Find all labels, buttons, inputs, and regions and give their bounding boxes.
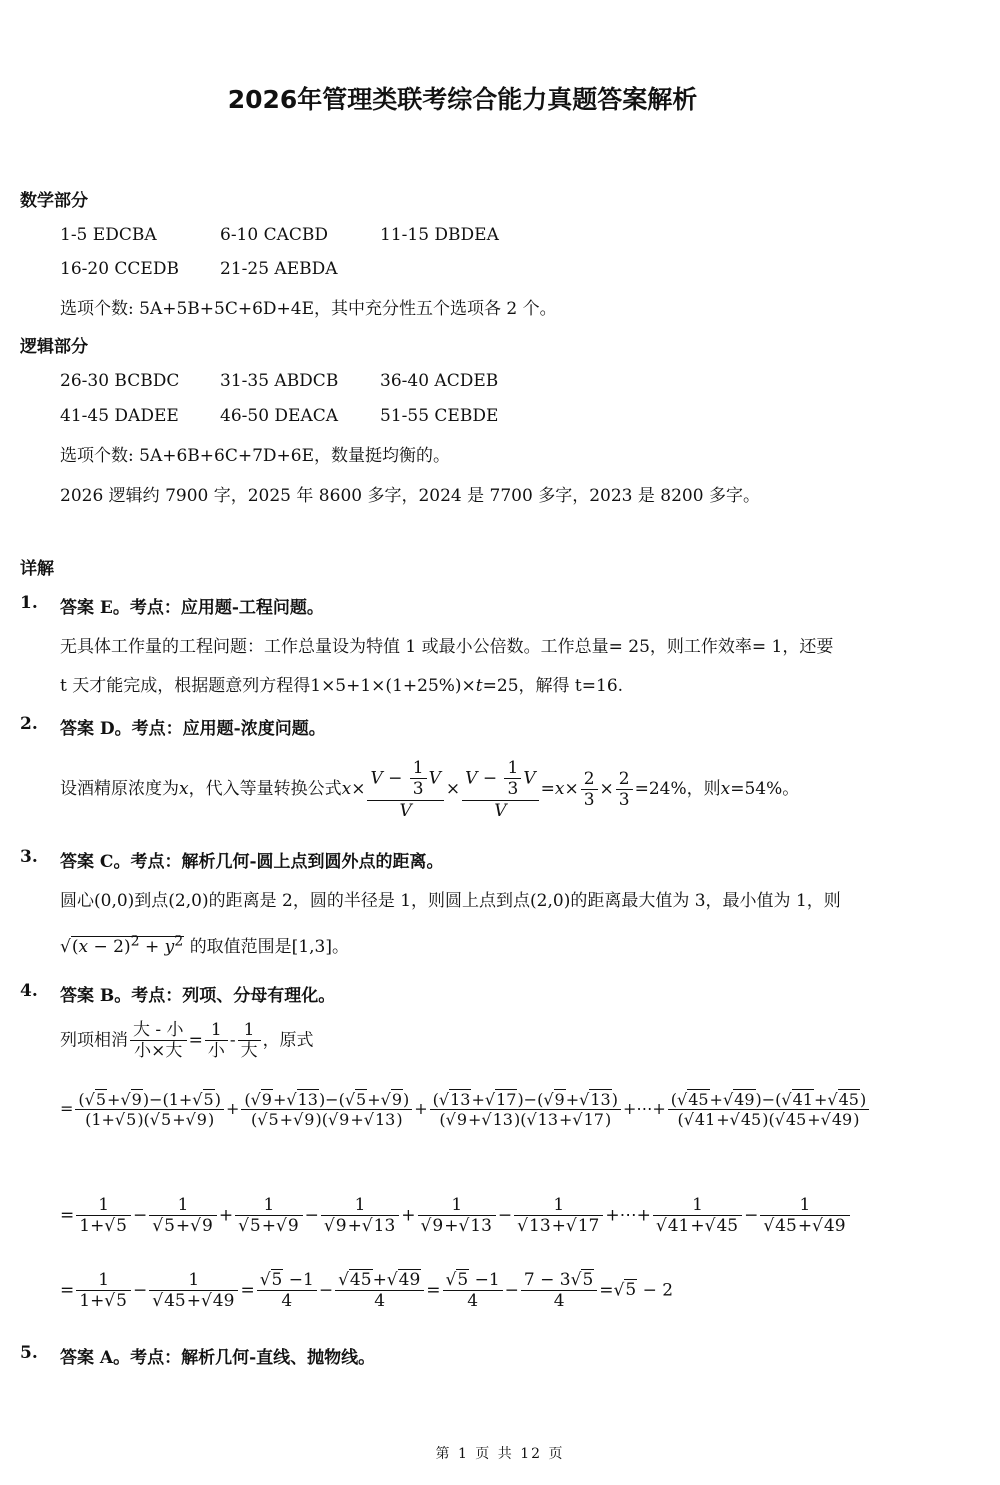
logic-answer-group: 41-45 DADEE <box>60 406 179 426</box>
question-explanation: 无具体工作量的工程问题：工作总量设为特值 1 或最小公倍数。工作总量= 25，则工作效率= 1，还要 <box>60 637 834 657</box>
question-answer-heading: 答案 C。考点：解析几何-圆上点到圆外点的距离。 <box>60 852 444 872</box>
telescoping-rule-line: 列项相消 大 - 小 小×大 = 1 小 - 1 大 ，原式 <box>60 1020 314 1062</box>
detail-section-heading: 详解 <box>20 559 54 579</box>
telescoping-split-line: = $\frac{1}{1+√5}$ − $\frac{1}{√5+√9}$ + $\frac{1}{√5+√9}$ − $\frac{1}{√9+√13}$ + $\frac{1}{√9+√13}$ − $\frac{1}{√13+√17}$ +⋯+ $\frac{1}{√41+√45}$ − $\frac{1}{√45+√49}$ <box>60 1195 852 1237</box>
logic-option-count-note: 选项个数: 5A+6B+6C+7D+6E，数量挺均衡的。 <box>60 446 451 466</box>
question-answer-heading: 答案 D。考点：应用题-浓度问题。 <box>60 719 326 739</box>
math-answer-group: 6-10 CACBD <box>220 225 329 245</box>
math-answer-group: 21-25 AEBDA <box>220 259 338 279</box>
question-answer-heading: 答案 A。考点：解析几何-直线、抛物线。 <box>60 1348 376 1368</box>
math-answer-group: 16-20 CCEDB <box>60 259 179 279</box>
logic-word-count-note: 2026 逻辑约 7900 字，2025 年 8600 多字，2024 是 7700 多字，2023 是 8200 多字。 <box>60 486 760 506</box>
logic-answer-group: 46-50 DEACA <box>220 406 339 426</box>
telescoping-expansion-line: = $\frac{(√5+√9)-(1+√5)}{(1+√5)(√5+√9)}$ + $\frac{(√9+√13)-(√5+√9)}{(√5+√9)(√9+√13)}$ + $\frac{(√13+√17)-(√9+√13)}{(√9+√13)(√13+√17)}$ +⋯+ $\frac{(√45+√49)-(√41+√45)}{(√41+√45)(√45+√49)}$ <box>60 1090 871 1129</box>
question-number: 5. <box>20 1343 38 1363</box>
question-answer-heading: 答案 B。考点：列项、分母有理化。 <box>60 986 336 1006</box>
logic-answer-group: 36-40 ACDEB <box>380 371 499 391</box>
question-number: 3. <box>20 847 38 867</box>
question-number: 1. <box>20 593 38 613</box>
math-answer-group: 11-15 DBDEA <box>380 225 499 245</box>
logic-answer-group: 51-55 CEBDE <box>380 406 499 426</box>
question-answer-heading: 答案 E。考点：应用题-工程问题。 <box>60 598 324 618</box>
question-number: 2. <box>20 714 38 734</box>
question-explanation: 圆心(0,0)到点(2,0)的距离是 2，圆的半径是 1，则圆上点到点(2,0)的距离最大值为 3，最小值为 1，则 <box>60 891 841 911</box>
question-explanation-equation-line: t 天才能完成，根据题意列方程得1×5+1×(1+25%)×t=25，解得 t=16. <box>60 676 624 696</box>
logic-answer-group: 31-35 ABDCB <box>220 371 339 391</box>
question-number: 4. <box>20 981 38 1001</box>
logic-answer-group: 26-30 BCBDC <box>60 371 180 391</box>
telescoping-result-line: = $\frac{1}{1+√5}$ − $\frac{1}{√45+√49}$ = $\frac{√5 -1}{4}$ − $\frac{√45+√49}{4}$ = $\frac{√5 -1}{4}$ − $\frac{7 - 3√5}{4}$ =√5 − 2 <box>60 1270 674 1312</box>
fraction: V − $\frac{1}{3}$ V V <box>462 758 538 821</box>
distance-range-line: $√(x - 2)^2 + y^2$ 的取值范围是[1,3]。 <box>60 933 349 957</box>
work-equation: 1×5+1×(1+25%)×t=25 <box>310 676 519 696</box>
fraction: V − $\frac{1}{3}$ V V <box>367 758 443 821</box>
page-footer: 第 1 页 共 12 页 <box>435 1446 565 1462</box>
sqrt-expression: $√(x - 2)^2 + y^2$ <box>60 933 184 957</box>
math-option-count-note: 选项个数: 5A+5B+5C+6D+4E，其中充分性五个选项各 2 个。 <box>60 299 557 319</box>
concentration-formula-line: 设酒精原浓度为x，代入等量转换公式x× V − $\frac{1}{3}$ V V × V − $\frac{1}{3}$ V V =x× $\frac{2}{3}$ × $\frac{2}{3}$ =24%，则x=54%。 <box>60 758 800 821</box>
math-answer-group: 1-5 EDCBA <box>60 225 157 245</box>
logic-section-heading: 逻辑部分 <box>20 337 88 357</box>
page-title: 2026年管理类联考综合能力真题答案解析 <box>227 85 698 114</box>
math-section-heading: 数学部分 <box>20 191 88 211</box>
